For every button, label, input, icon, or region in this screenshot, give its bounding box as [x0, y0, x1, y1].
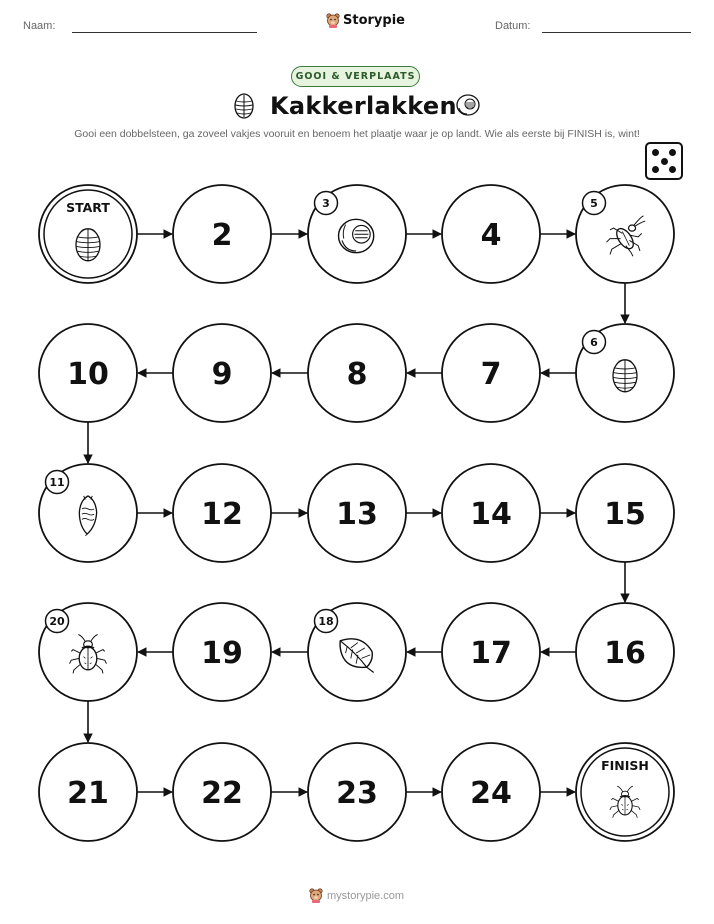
board-cell-22 [173, 743, 271, 841]
cell-number: 18 [318, 615, 334, 628]
date-label: Datum: [495, 20, 531, 32]
board-cell-18 [308, 603, 406, 701]
cell-number: 12 [201, 497, 243, 532]
board-cell-3 [308, 185, 406, 283]
cell-number: 6 [590, 336, 598, 349]
board-cell-21 [39, 743, 137, 841]
board-cell-11 [39, 464, 137, 562]
game-type-tag: GOOI & VERPLAATS [291, 66, 420, 87]
instructions: Gooi een dobbelsteen, ga zoveel vakjes vooruit en benoem het plaatje waar je op landt. Wie als eerste bij FINISH is, wint! [74, 128, 640, 140]
board-cell-7 [442, 324, 540, 422]
cell-number: 5 [590, 197, 598, 210]
board-cell-8 [308, 324, 406, 422]
name-label: Naam: [23, 20, 56, 32]
start-label: START [66, 200, 110, 215]
brand-name: Storypie [343, 13, 405, 28]
board-cell-14 [442, 464, 540, 562]
board-cell-20 [39, 603, 137, 701]
board-cell-23 [308, 743, 406, 841]
footer-url: mystorypie.com [327, 889, 405, 902]
board-cell-10 [39, 324, 137, 422]
cell-number: 4 [480, 218, 502, 253]
finish-label: FINISH [601, 758, 649, 773]
cell-number: 8 [346, 357, 368, 392]
finish-cell [576, 743, 674, 841]
board-cell-16 [576, 603, 674, 701]
board-cell-19 [173, 603, 271, 701]
footer [309, 888, 404, 903]
cell-number: 20 [49, 615, 65, 628]
board-cells [39, 185, 674, 841]
board-cell-13 [308, 464, 406, 562]
cell-number: 24 [470, 776, 512, 811]
cell-number: 14 [470, 497, 512, 532]
board-cell-15 [576, 464, 674, 562]
board-cell-4 [442, 185, 540, 283]
cell-number: 2 [211, 218, 233, 253]
cell-number: 22 [201, 776, 243, 811]
cell-number: 10 [67, 357, 109, 392]
start-cell [39, 185, 137, 283]
cell-number: 21 [67, 776, 109, 811]
cell-number: 11 [49, 476, 65, 489]
bear-logo-icon [309, 888, 323, 903]
cell-number: 3 [322, 197, 330, 210]
board-cell-2 [173, 185, 271, 283]
cell-number: 7 [480, 357, 502, 392]
board-cell-24 [442, 743, 540, 841]
cell-number: 13 [336, 497, 378, 532]
cell-number: 9 [211, 357, 233, 392]
board-cell-5 [576, 185, 674, 283]
board-cell-9 [173, 324, 271, 422]
cell-number: 23 [336, 776, 378, 811]
board-cell-17 [442, 603, 540, 701]
page-title: Kakkerlakken [270, 92, 457, 120]
cell-number: 17 [470, 636, 512, 671]
board-cell-12 [173, 464, 271, 562]
cell-number: 16 [604, 636, 646, 671]
board-cell-6 [576, 324, 674, 422]
cell-number: 15 [604, 497, 646, 532]
cell-number: 19 [201, 636, 243, 671]
